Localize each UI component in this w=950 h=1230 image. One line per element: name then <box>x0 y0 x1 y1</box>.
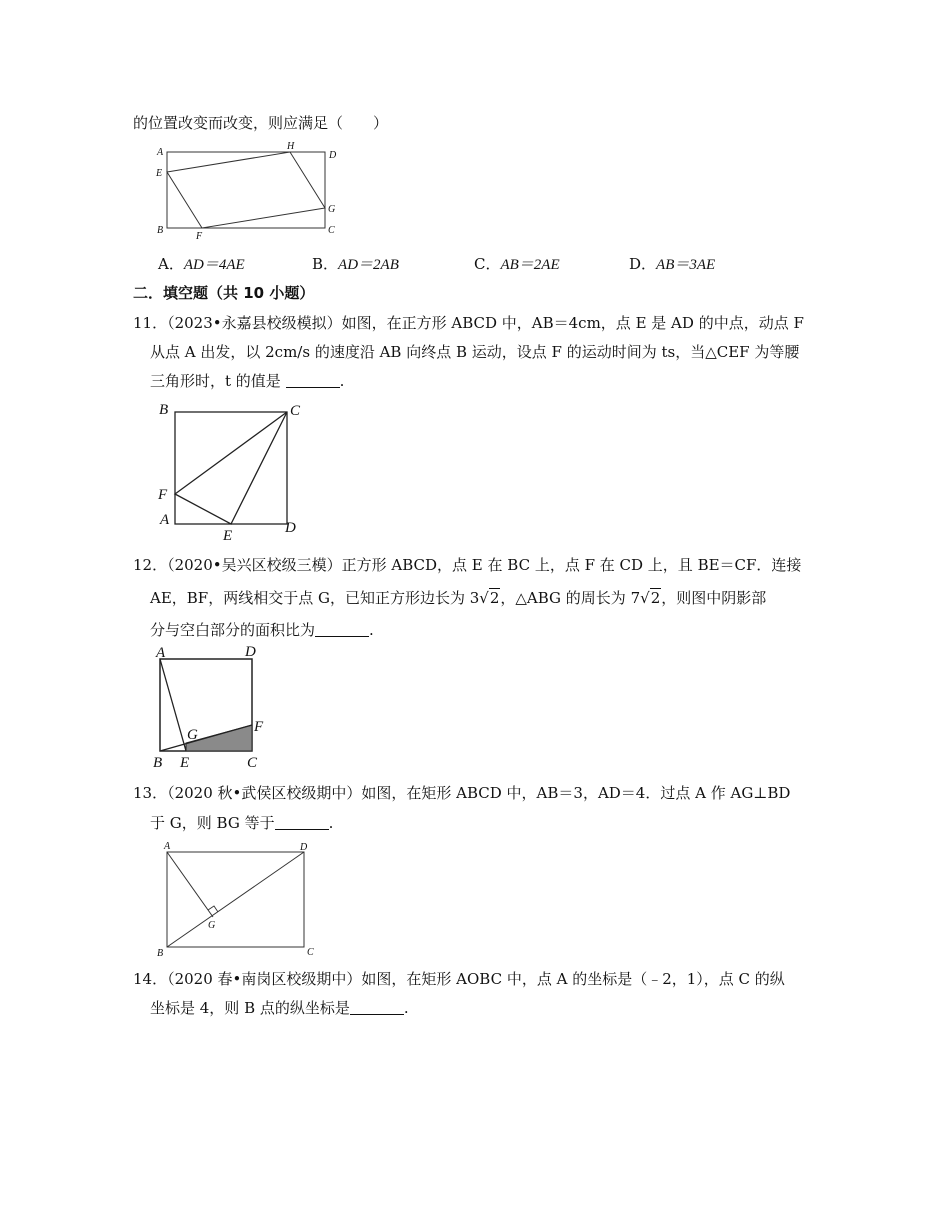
q13-figure <box>150 838 325 963</box>
q11-answer-blank[interactable] <box>286 373 340 388</box>
q13-label-G: G <box>208 920 216 931</box>
q10-option-b[interactable]: B．AD＝2AB <box>312 255 399 273</box>
q11-line-2: 从点 A 出发，以 2cm/s 的速度沿 AB 向终点 B 运动，设点 F 的运动时间为 ts，当△CEF 为等腰 <box>150 343 800 361</box>
q10-figure <box>150 140 350 245</box>
q13-label-D: D <box>300 842 308 853</box>
q10-option-a[interactable]: A．AD＝4AE <box>158 255 245 273</box>
q12-label-C: C <box>247 755 258 771</box>
q13-label-B: B <box>157 948 164 959</box>
q13-diagonal-BD <box>167 852 304 947</box>
q13-right-angle-mark <box>208 906 218 912</box>
section-title: 二．填空题（共 10 小题） <box>133 284 315 302</box>
q11-label-E: E <box>223 528 233 544</box>
q12-label-A: A <box>156 645 166 661</box>
q11-label-A: A <box>160 512 170 528</box>
q11-label-C: C <box>290 403 301 419</box>
q10-parallelogram-EHGF <box>167 152 325 228</box>
q13-label-A: A <box>164 841 171 852</box>
q10-label-B: B <box>157 225 164 236</box>
q12-line-3: 分与空白部分的面积比为 . <box>150 621 374 639</box>
q12-sqrt-2: √2 <box>640 589 661 607</box>
q12-segment-AE <box>160 659 186 751</box>
q10-option-d[interactable]: D．AB＝3AE <box>629 255 716 273</box>
q11-label-B: B <box>159 402 169 418</box>
q11-label-F: F <box>158 487 168 503</box>
q11-label-D: D <box>285 520 296 536</box>
q10-label-G: G <box>328 204 336 215</box>
q10-label-H: H <box>287 141 295 152</box>
q13-line-2: 于 G，则 BG 等于 . <box>150 814 334 832</box>
q10-label-C: C <box>328 225 335 236</box>
q14-line-1: 14．（2020 春•南岗区校级期中）如图，在矩形 AOBC 中，点 A 的坐标是（﹣2，1），点 C 的纵 <box>133 970 785 988</box>
q10-label-E: E <box>156 168 163 179</box>
q10-rectangle <box>167 152 325 228</box>
q12-label-G: G <box>187 727 198 743</box>
q14-answer-blank[interactable] <box>350 1000 404 1015</box>
q12-label-D: D <box>245 644 256 660</box>
q12-sqrt-1: √2 <box>479 589 500 607</box>
q10-label-A: A <box>157 147 164 158</box>
q12-label-E: E <box>180 755 190 771</box>
q12-label-B: B <box>153 755 163 771</box>
q10-label-F: F <box>196 231 203 242</box>
q11-square <box>175 412 287 524</box>
q13-segment-AG <box>167 852 213 917</box>
q11-line-3: 三角形时，t 的值是 . <box>150 372 345 390</box>
q12-figure <box>150 645 280 770</box>
q10-option-c[interactable]: C．AB＝2AE <box>474 255 560 273</box>
q12-answer-blank[interactable] <box>315 622 369 637</box>
q12-label-F: F <box>254 719 264 735</box>
q13-line-1: 13．（2020 秋•武侯区校级期中）如图，在矩形 ABCD 中，AB＝3，AD＝4．过点 A 作 AG⊥BD <box>133 784 791 802</box>
q11-figure <box>155 398 305 544</box>
q14-line-2: 坐标是 4，则 B 点的纵坐标是 . <box>150 999 409 1017</box>
q11-triangle-CEF <box>175 412 287 524</box>
q10-stem-tail: 的位置改变而改变，则应满足（ ） <box>133 114 389 132</box>
q13-answer-blank[interactable] <box>275 815 329 830</box>
q10-label-D: D <box>329 150 337 161</box>
q12-line-1: 12．（2020•吴兴区校级三模）正方形 ABCD，点 E 在 BC 上，点 F 在 CD 上，且 BE＝CF．连接 <box>133 556 802 574</box>
q11-line-1: 11．（2023•永嘉县校级模拟）如图，在正方形 ABCD 中，AB＝4cm，点 E 是 AD 的中点，动点 F <box>133 314 804 332</box>
q12-line-2: AE，BF，两线相交于点 G，已知正方形边长为 3√2，△ABG 的周长为 7√2，则图中阴影部 <box>150 589 767 607</box>
q13-label-C: C <box>307 947 314 958</box>
